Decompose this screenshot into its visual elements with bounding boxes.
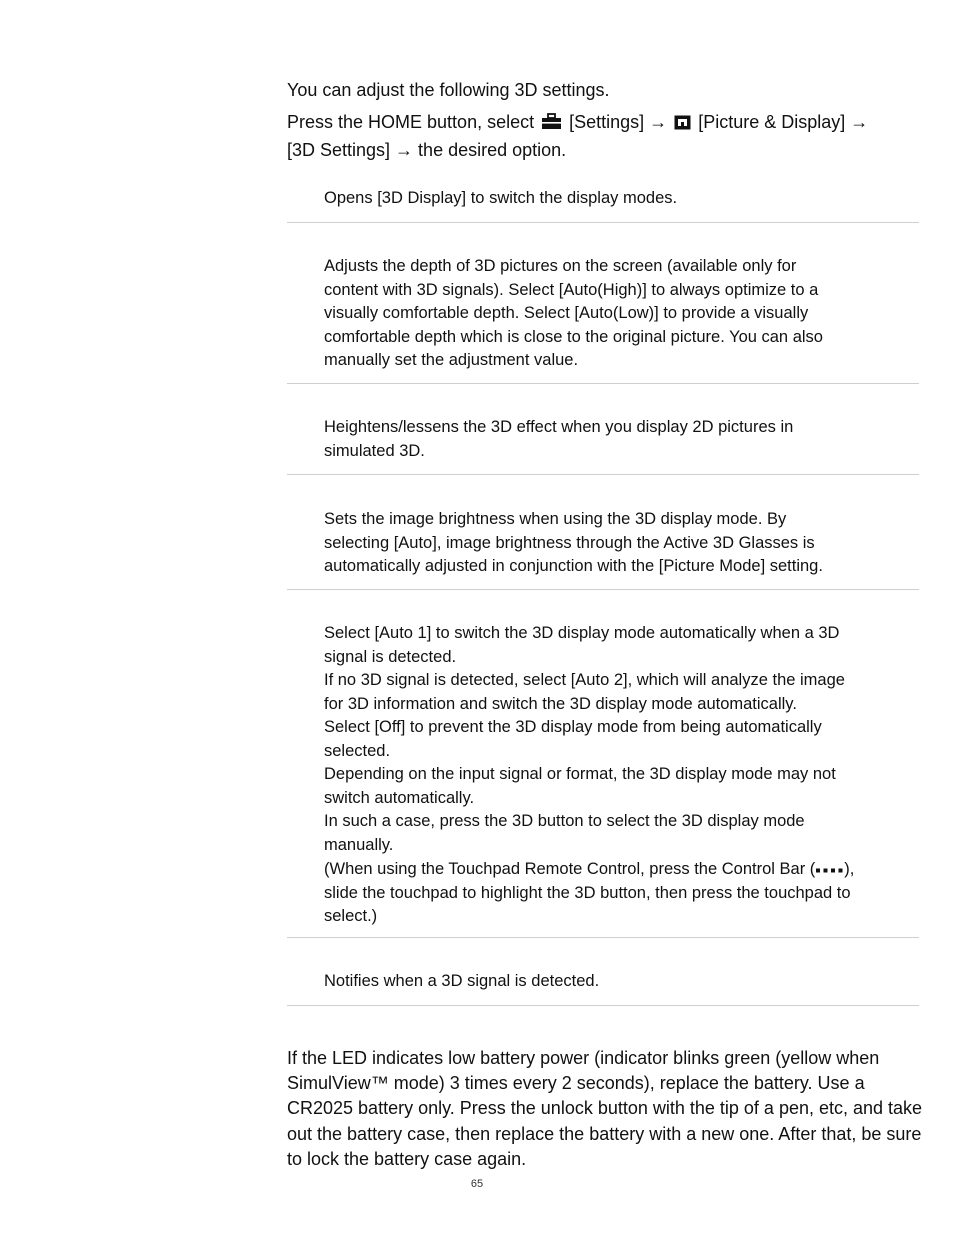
setting-description: Sets the image brightness when using the 3D display mode. By selecting [Auto], image brightness through the Active 3D Glasses is automatically adjusted in conjunction with the [Picture Mode] setting. — [324, 510, 823, 575]
setting-auto-3d-mode — [287, 622, 919, 938]
instructions-text — [287, 109, 927, 163]
toolbox-icon — [541, 111, 562, 137]
intro-text: You can adjust the following 3D settings. — [287, 80, 610, 100]
setting-description — [287, 622, 919, 929]
setting-3d-display — [287, 187, 919, 223]
battery-note: If the LED indicates low battery power (indicator blinks green (yellow when SimulView™ mode) 3 times every 2 seconds), replace the battery. Use a CR2025 battery only. Press the unlock button with the tip of a pen, etc, and take out the battery case, then replace the battery with a new one. After that, be sure to lock the battery case again. — [287, 1048, 923, 1169]
page-number: 65 — [470, 1178, 484, 1190]
setting-description: Opens [3D Display] to switch the display modes. — [324, 189, 678, 207]
picture-display-icon — [674, 111, 691, 137]
setting-description-main: Select [Auto 1] to switch the 3D display mode automatically when a 3D signal is detected. If no 3D signal is detected, select [Auto 2], which will analyze the image for 3D information and switch the 3D display mode automatically. Select [Off] to prevent the 3D display mode from being automatically selected. Depending on the input signal or format, the 3D display mode may not switch automatically. In such a case, press the 3D button to select the 3D display mode manually. (When using the Touchpad Remote Control, press the Control Bar ( — [324, 624, 845, 878]
instructions-part2: [3D Settings] → the desired option. — [287, 140, 567, 160]
picture-display-label: [Picture & Display] → — [698, 112, 869, 132]
setting-description: Notifies when a 3D signal is detected. — [324, 972, 600, 990]
setting-description: Heightens/lessens the 3D effect when you display 2D pictures in simulated 3D. — [324, 418, 794, 460]
setting-3d-depth-adjustment — [287, 255, 919, 384]
setting-description-rest: ), slide the touchpad to highlight the 3D button, then press the touchpad to select.) — [324, 860, 855, 925]
setting-3d-brightness — [287, 508, 919, 590]
settings-label: [Settings] → — [569, 112, 668, 132]
setting-3d-signal-notification — [287, 970, 919, 1006]
setting-description: Adjusts the depth of 3D pictures on the screen (available only for content with 3D signals). Select [Auto(High)] to always optimize to a visually comfortable depth. Select [Auto(Low)] to provide a visually comfortable depth which is close to the original picture. You can also manually set the adjustment value. — [324, 257, 823, 369]
setting-simulated-3d-effect — [287, 416, 919, 475]
control-bar-dots-icon — [816, 857, 843, 881]
instructions-part1: Press the HOME button, select — [287, 112, 535, 132]
